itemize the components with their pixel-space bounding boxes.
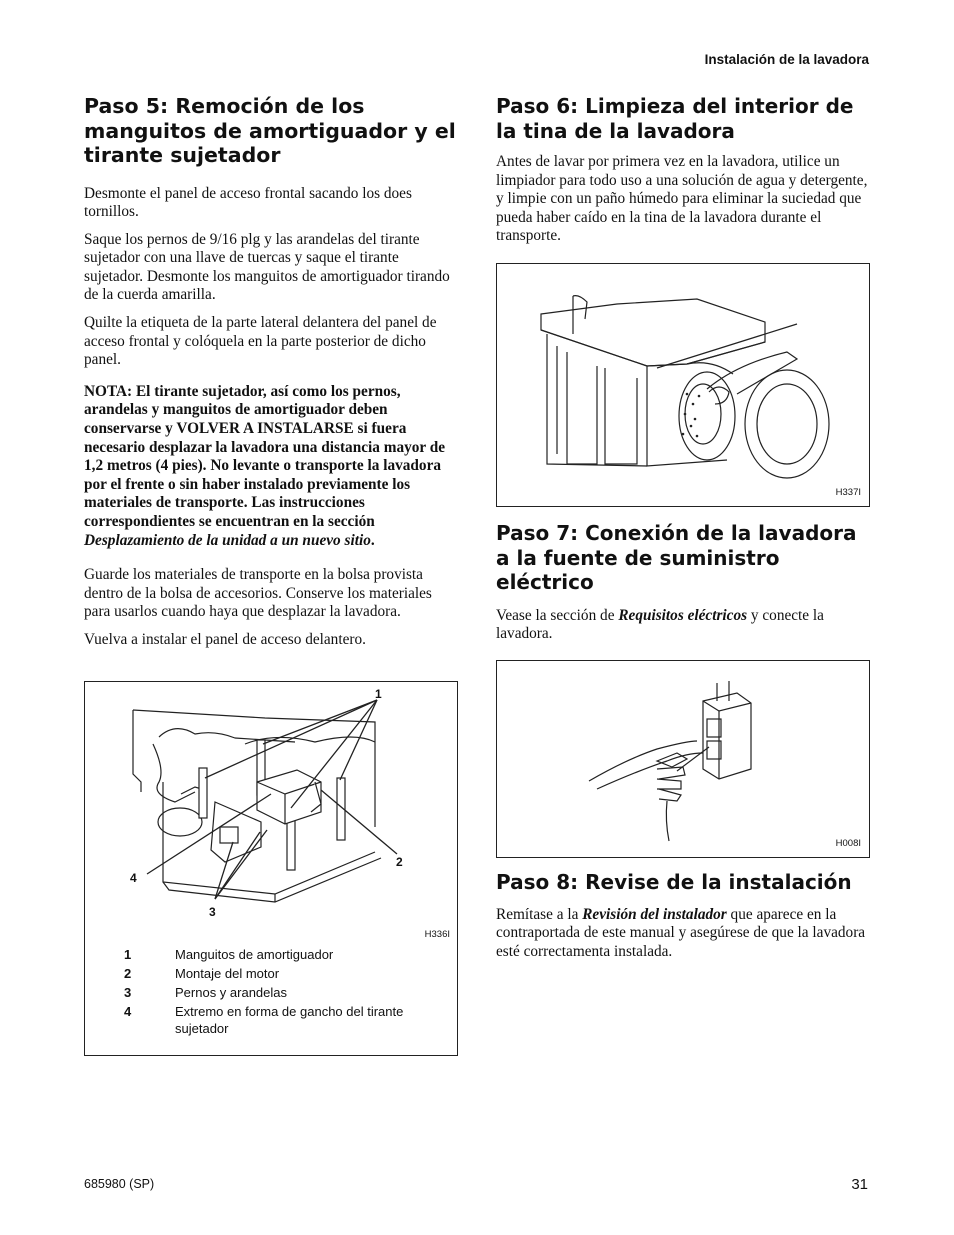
callout-3: 3 xyxy=(209,905,216,919)
step7-pre: Vease la sección de xyxy=(496,606,619,624)
right-column-top xyxy=(496,94,868,246)
page-number: 31 xyxy=(851,1176,868,1193)
figure-code: H337I xyxy=(835,487,861,498)
step5-title: Paso 5: Remoción de los manguitos de amortiguador y el tirante sujetador xyxy=(84,94,456,167)
washer-interior-illustration xyxy=(85,682,457,942)
figure-washer-cleaning xyxy=(496,263,870,507)
step8-paragraph xyxy=(496,906,868,962)
step7-paragraph xyxy=(496,607,868,644)
step5-paragraph-1: Desmonte el panel de acceso frontal sacando los does tornillos. xyxy=(84,184,412,221)
legend-text: Manguitos de amortiguador xyxy=(175,947,334,962)
callout-4: 4 xyxy=(130,871,137,885)
legend-text: Montaje del motor xyxy=(175,966,280,981)
step8-title: Paso 8: Revise de la instalación xyxy=(496,870,852,894)
callout-2: 2 xyxy=(396,855,403,869)
figure-legend xyxy=(124,946,454,1046)
installer-review-link: Revisión del instalador xyxy=(582,905,727,923)
step5-paragraph-5: Vuelva a instalar el panel de acceso delantero. xyxy=(84,630,366,648)
step6-title: Paso 6: Limpieza del interior de la tina de la lavadora xyxy=(496,94,854,143)
step8-post: que aparece en la contraportada de este manual y asegúrese de que la lavadora esté correctamenta instalada. xyxy=(496,905,866,960)
washer-tub-illustration xyxy=(497,264,869,506)
step8-pre: Remítase a la xyxy=(496,905,583,923)
step6-paragraph: Antes de lavar por primera vez en la lavadora, utilice un limpiador para todo uso a una solución de agua y detergente, y limpie con un paño húmedo para eliminar la suciedad que pueda haber caído en la tina de la lavadora durante el transporte. xyxy=(496,153,868,245)
step7-title: Paso 7: Conexión de la lavadora a la fuente de suministro eléctrico xyxy=(496,521,857,594)
figure-code: H008I xyxy=(835,838,861,849)
legend-number: 2 xyxy=(124,966,132,981)
note-italic-text: Desplazamiento de la unidad a un nuevo sitio xyxy=(84,531,371,549)
electrical-requirements-link: Requisitos eléctricos xyxy=(618,606,748,624)
step5-paragraph-4: Guarde los materiales de transporte en la bolsa provista dentro de la bolsa de accesorios. Conserve los materiales para usarlos cuando haya que desplazar la lavadora. xyxy=(84,566,432,621)
left-column xyxy=(84,94,456,650)
right-column-mid xyxy=(496,521,868,644)
legend-text: Pernos y arandelas xyxy=(175,985,288,1000)
step5-note xyxy=(84,383,456,550)
callout-1: 1 xyxy=(375,687,382,701)
legend-number: 1 xyxy=(124,947,132,962)
step7-post: y conecte la lavadora. xyxy=(496,606,824,643)
plug-outlet-illustration xyxy=(497,661,869,857)
step5-paragraph-3: Quilte la etiqueta de la parte lateral delantera del panel de acceso frontal y colóquela en la parte posterior de dicho panel. xyxy=(84,314,437,369)
document-number: 685980 (SP) xyxy=(84,1177,155,1191)
legend-text: Extremo en forma de gancho del tirante sujetador xyxy=(175,1004,404,1036)
legend-number: 3 xyxy=(124,985,132,1000)
figure-power-outlet xyxy=(496,660,870,858)
right-column-bottom xyxy=(496,870,868,961)
figure-code: H336I xyxy=(424,929,450,940)
figure-shipping-materials xyxy=(84,681,458,1056)
legend-number: 4 xyxy=(124,1004,132,1019)
note-end: . xyxy=(370,531,375,549)
step5-paragraph-2: Saque los pernos de 9/16 plg y las arandelas del tirante sujetador con una llave de tuercas y saque el tirante sujetador. Desmonte los manguitos de amortiguador tirando de la cuerda amarilla. xyxy=(84,230,450,304)
running-header: Instalación de la lavadora xyxy=(704,52,869,67)
note-bold-text: NOTA: El tirante sujetador, así como los pernos, arandelas y manguitos de amortiguador deben conservarse y VOLVER A INSTALARSE si fuera necesario desplazar la lavadora una distancia mayor de 1,2 metros (4 pies). No levante o transporte la lavadora por el frente o sin haber instalado previamente los materiales de transporte. Las instrucciones correspondientes se encuentran en la sección xyxy=(84,382,446,530)
